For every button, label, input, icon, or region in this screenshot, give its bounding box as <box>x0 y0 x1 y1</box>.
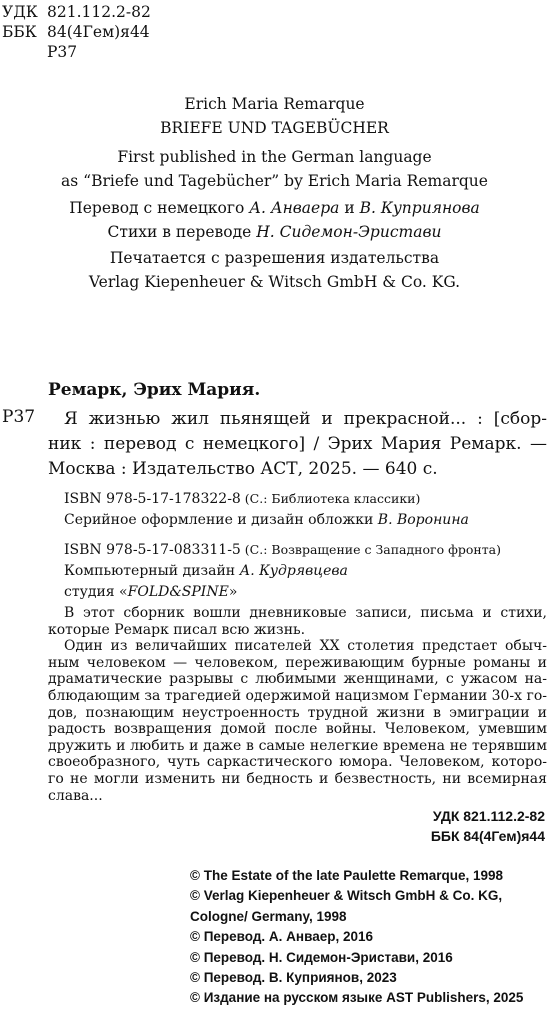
annotation-line: дов, познающим неустроенность трудной жизни в эмиграции и <box>48 704 547 721</box>
classification-codes-bottom <box>431 806 545 846</box>
copyright-line: © Издание на русском языке AST Publishers, 2025 <box>190 990 524 1006</box>
copyright-block <box>190 866 523 1009</box>
udk-code-row <box>2 2 151 22</box>
catalog-line-1: Я жизнью жил пьянящей и прекрасной... : [сбор- <box>64 409 547 429</box>
catalog-author-sign: Р37 <box>2 407 36 427</box>
copyright-line: © Перевод. А. Анваер, 2016 <box>190 929 373 945</box>
annotation-line: Один из величайших писателей XX столетия предстает обыч- <box>64 638 547 655</box>
translation-prefix: Перевод с немецкого <box>69 199 250 217</box>
udk-label: УДК <box>2 3 38 21</box>
permission-line-1: Печатается с разрешения издательства <box>109 249 440 267</box>
annotation <box>48 605 547 804</box>
poem-translator: Н. Сидемон-Эристави <box>256 223 442 241</box>
annotation-line: радость возвращения домой после войны. Человеком, умевшим <box>48 721 547 738</box>
annotation-line: блюдающим за трагедией одержимой нацизмом Германии 30-х го- <box>48 687 547 704</box>
computer-design-prefix: Компьютерный дизайн <box>64 563 240 579</box>
isbn-number-1: ISBN 978-5-17-178322-8 <box>64 491 241 507</box>
series-name-1: (С.: Библиотека классики) <box>240 491 421 506</box>
studio-prefix: студия « <box>64 584 128 600</box>
udk-value: 821.112.2-82 <box>47 3 151 21</box>
permission-line-2: Verlag Kiepenheuer & Witsch GmbH & Co. KG. <box>88 273 461 291</box>
cover-design-prefix: Серийное оформление и дизайн обложки <box>64 512 378 528</box>
bbk-code-row <box>2 22 151 42</box>
studio-name: FOLD&SPINE <box>127 584 229 600</box>
copyright-line: © Verlag Kiepenheuer & Witsch GmbH & Co. KG, <box>190 888 503 904</box>
bbk-label: ББК <box>2 23 37 41</box>
annotation-line: ным человеком — человеком, переживающим бурные романы и <box>48 654 547 671</box>
cover-design-credit <box>64 510 469 531</box>
copyright-line: Cologne/ Germany, 1998 <box>190 908 347 924</box>
poem-translation-prefix: Стихи в переводе <box>107 223 257 241</box>
translator-1: А. Анваера <box>249 199 340 217</box>
copyright-line: © Перевод. Н. Сидемон-Эристави, 2016 <box>190 949 453 965</box>
computer-design-credit <box>64 561 501 582</box>
annotation-line: слава... <box>48 787 103 804</box>
annotation-line: го не могли изменить ни бедность и безвестность, ни всемирная <box>48 770 547 787</box>
computer-designer: А. Кудрявцева <box>239 563 348 579</box>
udk-bottom: УДК 821.112.2-82 <box>432 808 545 824</box>
isbn-line-1 <box>64 488 469 510</box>
translator-2: В. Куприянова <box>359 199 480 217</box>
bbk-value: 84(4Гем)я44 <box>47 23 150 41</box>
bbk-bottom: ББК 84(4Гем)я44 <box>430 828 545 844</box>
annotation-line: драматические разрывы с любимыми женщинами, с ужасом на- <box>48 671 547 688</box>
annotation-line: которые Ремарк писал всю жизнь. <box>48 621 306 638</box>
studio-credit <box>64 582 501 603</box>
catalog-line-3: Москва : Издательство АСТ, 2025. — 640 с. <box>48 459 438 479</box>
first-published-line-1: First published in the German language <box>117 148 432 166</box>
annotation-line: своеобразного, чуть саркастического юмора. Человеком, которо- <box>48 754 547 771</box>
translation-conj: и <box>339 199 360 217</box>
author-sign-value: Р37 <box>47 43 78 61</box>
isbn-line-2 <box>64 539 501 561</box>
first-published-line-2: as “Briefe und Tagebücher” by Erich Maria Remarque <box>61 172 488 190</box>
studio-suffix: » <box>228 584 238 600</box>
catalog-author-heading: Ремарк, Эрих Мария. <box>48 380 261 400</box>
author-sign-row <box>2 42 151 62</box>
catalog-line-2: ник : перевод с немецкого] / Эрих Мария Ремарк. — <box>48 434 547 454</box>
translation-credit <box>0 196 549 221</box>
original-author: Erich Maria Remarque <box>184 95 365 113</box>
copyright-line: © The Estate of the late Paulette Remarque, 1998 <box>190 868 504 883</box>
annotation-line: В этот сборник вошли дневниковые записи, письма и стихи, <box>64 605 547 621</box>
cover-designer: В. Воронина <box>377 512 469 528</box>
original-title: BRIEFE UND TAGEBÜCHER <box>160 119 389 137</box>
isbn-block-1 <box>64 488 469 531</box>
series-name-2: (С.: Возвращение с Западного фронта) <box>240 542 501 557</box>
isbn-block-2 <box>64 539 501 603</box>
annotation-line: дружить и любить и даже в самые нелегкие времена не терявшим <box>48 737 547 754</box>
copyright-line: © Перевод. В. Куприянов, 2023 <box>190 970 397 986</box>
catalog-description <box>48 407 547 482</box>
isbn-number-2: ISBN 978-5-17-083311-5 <box>64 542 241 558</box>
classification-codes-top <box>2 2 151 62</box>
poem-translation-credit <box>0 220 549 245</box>
